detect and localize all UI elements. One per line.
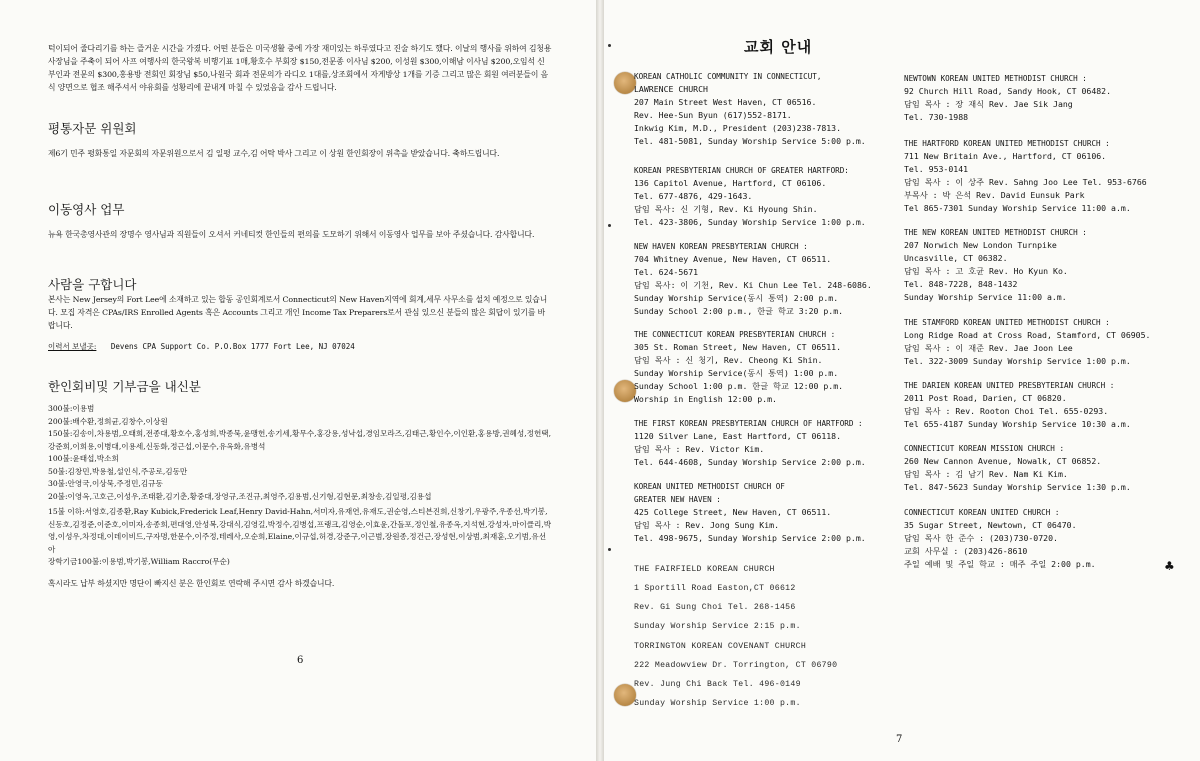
church-line: 207 Main Street West Haven, CT 06516. (634, 97, 817, 107)
church-line: 207 Norwich New London Turnpike (904, 240, 1057, 250)
church-line: Long Ridge Road at Cross Road, Stamford, CT 06905. (904, 330, 1151, 340)
church-line: 담임 목사 : 신 청기, Rev. Cheong Ki Shin. (634, 355, 823, 365)
punch-hole (614, 684, 636, 706)
church-name: NEW HAVEN KOREAN PRESBYTERIAN CHURCH : (634, 242, 808, 251)
recruit-text: 본사는 New Jersey의 Fort Lee에 소재하고 있는 합동 공인회계로서 Connecticut의 New Haven지역에 회계,세무 사무소를 설치 예정으로 있습니다. 모집 자격은 CPAs/IRS Enrolled Agents 혹은 Accounts 그리고 개인 Income Tax Preparers로서 관심 있으신 분들의 많은 회답이 있기를 바랍니다. (48, 295, 548, 330)
church-name: NEWTOWN KOREAN UNITED METHODIST CHURCH : (904, 74, 1087, 83)
church-line: Sunday Worship Service 2:15 p.m. (634, 622, 801, 631)
church-line: Sunday Worship Service(동시 통역) 1:00 p.m. (634, 368, 839, 378)
church-name: THE NEW KOREAN UNITED METHODIST CHURCH : (904, 228, 1087, 237)
church-name: KOREAN UNITED METHODIST CHURCH OF (634, 482, 785, 491)
church-line: Sunday Worship Service(동시 통역) 2:00 p.m. (634, 293, 839, 303)
recruit-address (48, 340, 552, 353)
church-entry (634, 70, 866, 148)
church-line: 704 Whitney Avenue, New Haven, CT 06511. (634, 254, 832, 264)
church-entry (634, 164, 866, 229)
donation-row: 150불:김송이,차용범,오태희,전종대,황호수,홍성희,박종묵,윤맹헌,송기세,황무수,홍강용,성낙섭,경임모라즈,김태근,황인수,이인환,홍용방,권혜성,정헌택,강준희,이희용,이병대,이용세,신동화,정근섭,이문수,유옥화,유병석 (48, 429, 552, 451)
church-line: Inkwig Kim, M.D., President (203)238-7813. (634, 123, 842, 133)
church-line: 136 Capitol Avenue, Hartford, CT 06106. (634, 178, 827, 188)
church-entry (634, 240, 872, 318)
church-entry (904, 316, 1150, 368)
church-line: 부목사 : 박 은석 Rev. David Eunsuk Park (904, 190, 1085, 200)
binding-dot (608, 44, 611, 47)
donation-row: 50불:김창민,박용철,설인식,주공로,김동만 (48, 466, 188, 476)
church-line: Sunday School 2:00 p.m., 한글 학교 3:20 p.m. (634, 306, 844, 316)
church-line: Tel. 677-4876, 429-1643. (634, 191, 753, 201)
church-line: Tel. 644-4608, Sunday Worship Service 2:00 p.m. (634, 457, 866, 467)
donations-title: 한인회비및 기부금을 내신분 (48, 379, 201, 394)
church-name: THE HARTFORD KOREAN UNITED METHODIST CHURCH : (904, 139, 1110, 148)
church-entry (904, 379, 1131, 431)
donations-closing: 혹시라도 납부 하셨지만 명단이 빠지신 분은 한인회로 연락해 주시면 감사 하겠습니다. (48, 578, 335, 588)
church-line: Rev. Hee-Sun Byun (617)552-8171. (634, 110, 792, 120)
church-entry (904, 72, 1111, 124)
donation-row: 20불:이영옥,고호근,이성우,조태환,김기춘,황중대,장영규,조진규,최영주,김용범,신기형,김현문,최창송,김일평,김용섭 (48, 491, 432, 501)
church-entry (634, 480, 866, 545)
church-entry-handwritten (634, 560, 801, 636)
church-guide-title: 교회 안내 (744, 38, 813, 56)
church-line: 교회 사무실 : (203)426-8610 (904, 546, 1028, 556)
donation-row: 장학기금100불:이용범,박기봉,William Raccro(무순) (48, 557, 230, 566)
church-line: 담임 목사 : Rev. Victor Kim. (634, 444, 765, 454)
church-line: 담임 목사: 신 기형, Rev. Ki Hyoung Shin. (634, 204, 818, 214)
church-line: Rev. Gi Sung Choi Tel. 268-1456 (634, 603, 796, 612)
church-line: Tel. 847-5623 Sunday Worship Service 1:30 p.m. (904, 482, 1131, 492)
advisory-text: 제6기 민주 평화통일 자문회의 자문위원으로서 김 일평 교수,김 어탁 박사 그리고 이 상원 한인회장이 위촉을 받았습니다. 축하드립니다. (48, 149, 500, 158)
church-line: Tel 865-7301 Sunday Worship Service 11:00 a.m. (904, 203, 1131, 213)
church-line: 305 St. Roman Street, New Haven, CT 06511. (634, 342, 842, 352)
church-line: Worship in English 12:00 p.m. (634, 394, 777, 404)
donations-section (48, 380, 552, 590)
donation-row: 15불 이하:서영호,김종환,Ray Kubick,Frederick Leaf,Henry David-Hahn,서미자,유재연,유재도,권순영,스티븐진희,신창기,우광주,우종선,박기봉,신동호,김정준,이준호,이미자,송종희,편대영,안성복,강대식,김영길,박정수,김병섭,프랭크,김영순,이효윤,간돌포,정인철,유종옥,지석현,강성자,마이클리,박영,이성우,차정대,이데이비드,구자명,한문수,이주정,테레사,오순희,Elaine,이규섭,허경,강준구,이근범,장원종,정건근,장성현,이상범,최재훈,오기범,유선아 (48, 507, 552, 554)
advisory-section (48, 122, 552, 160)
advisory-title: 평통자문 위원회 (48, 121, 137, 136)
donations-list (48, 403, 552, 569)
church-line: 2011 Post Road, Darien, CT 06820. (904, 393, 1067, 403)
intro-section (48, 42, 552, 94)
church-name: THE FAIRFIELD KOREAN CHURCH (634, 565, 775, 574)
club-icon: ♣ (1164, 559, 1175, 573)
church-line: Tel. 498-9675, Sunday Worship Service 2:00 p.m. (634, 533, 866, 543)
consular-text: 뉴욕 한국총영사관의 장명수 영사님과 직원들이 오셔서 커네티컷 한인들의 편의를 도모하기 위해서 이동영사 업무를 보아 주셨습니다. 감사합니다. (48, 230, 535, 239)
church-line: 425 College Street, New Haven, CT 06511. (634, 507, 832, 517)
church-line: Tel. 423-3806, Sunday Worship Service 1:00 p.m. (634, 217, 866, 227)
church-entry (904, 226, 1087, 304)
church-line: 담임 목사 : 장 재식 Rev. Jae Sik Jang (904, 99, 1073, 109)
church-line: 711 New Britain Ave., Hartford, CT 06106. (904, 151, 1107, 161)
church-line: 1 Sportill Road Easton,CT 06612 (634, 584, 796, 593)
church-line: Tel 655-4187 Sunday Worship Service 10:30 a.m. (904, 419, 1131, 429)
right-page (604, 0, 1200, 761)
address-value: Devens CPA Support Co. P.O.Box 1777 Fort Lee, NJ 07024 (110, 342, 355, 351)
church-name: KOREAN PRESBYTERIAN CHURCH OF GREATER HARTFORD: (634, 166, 849, 175)
church-name: KOREAN CATHOLIC COMMUNITY IN CONNECTICUT, (634, 72, 822, 81)
church-name: CONNECTICUT KOREAN UNITED CHURCH : (904, 508, 1060, 517)
church-line: 담임 목사 : 고 호균 Rev. Ho Kyun Ko. (904, 266, 1068, 276)
church-line: 222 Meadowview Dr. Torrington, CT 06790 (634, 661, 838, 670)
church-line: Rev. Jung Chi Back Tel. 496-0149 (634, 680, 801, 689)
page-number-left: 6 (297, 655, 304, 666)
church-line: Tel. 322-3009 Sunday Worship Service 1:00 p.m. (904, 356, 1131, 366)
church-line: 35 Sugar Street, Newtown, CT 06470. (904, 520, 1077, 530)
church-line: 1120 Silver Lane, East Hartford, CT 06118. (634, 431, 842, 441)
church-line: 주일 예배 및 주일 학교 : 매주 주일 2:00 p.m. (904, 559, 1096, 569)
church-line: 담임 목사 : Rev. Jong Sung Kim. (634, 520, 780, 530)
church-line: 담임 목사 : Rev. Rooton Choi Tel. 655-0293. (904, 406, 1109, 416)
church-line: Sunday Worship Service 11:00 a.m. (904, 292, 1067, 302)
church-name: GREATER NEW HAVEN : (634, 495, 721, 504)
church-line: LAWRENCE CHURCH (634, 84, 708, 94)
church-line: 담임 목사 한 준수 : (203)730-0720. (904, 533, 1058, 543)
church-line: 담임 목사 : 김 남기 Rev. Nam Ki Kim. (904, 469, 1068, 479)
church-entry-handwritten (634, 637, 837, 713)
church-entry (904, 137, 1147, 215)
donation-row: 30불:안영국,이상묵,주정민,김규동 (48, 479, 163, 488)
donation-row: 200불:배수환,정희균,김창수,이상원 (48, 416, 168, 426)
church-line: 260 New Cannon Avenue, Nowalk, CT 06852. (904, 456, 1102, 466)
page-gutter (596, 0, 604, 761)
church-line: Sunday Worship Service 1:00 p.m. (634, 699, 801, 708)
church-line: 담임 목사 : 이 재준 Rev. Jae Joon Lee (904, 343, 1073, 353)
church-line: Tel. 481-5081, Sunday Worship Service 5:00 p.m. (634, 136, 866, 146)
consular-section (48, 203, 552, 241)
consular-title: 이동영사 업무 (48, 202, 125, 217)
church-entry (634, 328, 843, 406)
address-label: 이력서 보낼곳: (48, 342, 97, 351)
church-name: THE DARIEN KOREAN UNITED PRESBYTERIAN CHURCH : (904, 381, 1115, 390)
church-name: TORRINGTON KOREAN COVENANT CHURCH (634, 642, 807, 651)
punch-hole (614, 72, 636, 94)
recruit-title: 사람을 구합니다 (48, 277, 137, 292)
left-page (0, 0, 596, 761)
donation-row: 300불:이용범 (48, 404, 95, 413)
church-line: Uncasville, CT 06382. (904, 253, 1008, 263)
binding-dot (608, 224, 611, 227)
church-name: THE FIRST KOREAN PRESBYTERIAN CHURCH OF HARTFORD : (634, 419, 863, 428)
church-name: THE STAMFORD KOREAN UNITED METHODIST CHURCH : (904, 318, 1110, 327)
intro-paragraph: 턱이되어 줄다리기를 하는 즐거운 시간을 가졌다. 어떤 분들은 미국생활 중에 가장 재미있는 하루였다고 진술 하기도 했다. 이날의 행사를 위하여 김청용 사장님을 주축이 되어 사프 여행사의 한국왕복 비행기표 1매,황호수 부회장 $150,전문종 이사님 $200, 이성원 $300,이해남 이사님 $200,오임석 신부인과 전문의 $300,홍용방 전회인 회장님 $50,나원국 회과 전문의가 라디오 1대를,상조회에서 자게방상 1개를 기증 그리고 많은 회원 여러분들이 음식 양면으로 협조 해주셔서 야유회를 성황리에 끝내게 마칠 수 있었음을 감사 드립니다. (48, 44, 552, 92)
church-line: Sunday School 1:00 p.m. 한글 학교 12:00 p.m. (634, 381, 844, 391)
binding-dot (608, 548, 611, 551)
church-line: 92 Church Hill Road, Sandy Hook, CT 06482. (904, 86, 1112, 96)
church-line: Tel. 848-7228, 848-1432 (904, 279, 1018, 289)
recruit-section (48, 278, 552, 353)
church-line: 담임 목사: 이 기천, Rev. Ki Chun Lee Tel. 248-6086. (634, 280, 872, 290)
church-entry (634, 417, 866, 469)
church-line: Tel. 624-5671 (634, 267, 699, 277)
page-number-right: 7 (896, 734, 903, 745)
church-entry (904, 442, 1131, 494)
church-line: Tel. 730-1988 (904, 112, 969, 122)
church-name: THE CONNECTICUT KOREAN PRESBYTERIAN CHURCH : (634, 330, 836, 339)
church-line: Tel. 953-0141 (904, 164, 969, 174)
church-line: 담임 목사 : 이 상주 Rev. Sahng Joo Lee Tel. 953-6766 (904, 177, 1147, 187)
donation-row: 100불:윤태섭,박소희 (48, 454, 119, 463)
church-name: CONNECTICUT KOREAN MISSION CHURCH : (904, 444, 1065, 453)
punch-hole (614, 380, 636, 402)
church-entry (904, 506, 1096, 571)
